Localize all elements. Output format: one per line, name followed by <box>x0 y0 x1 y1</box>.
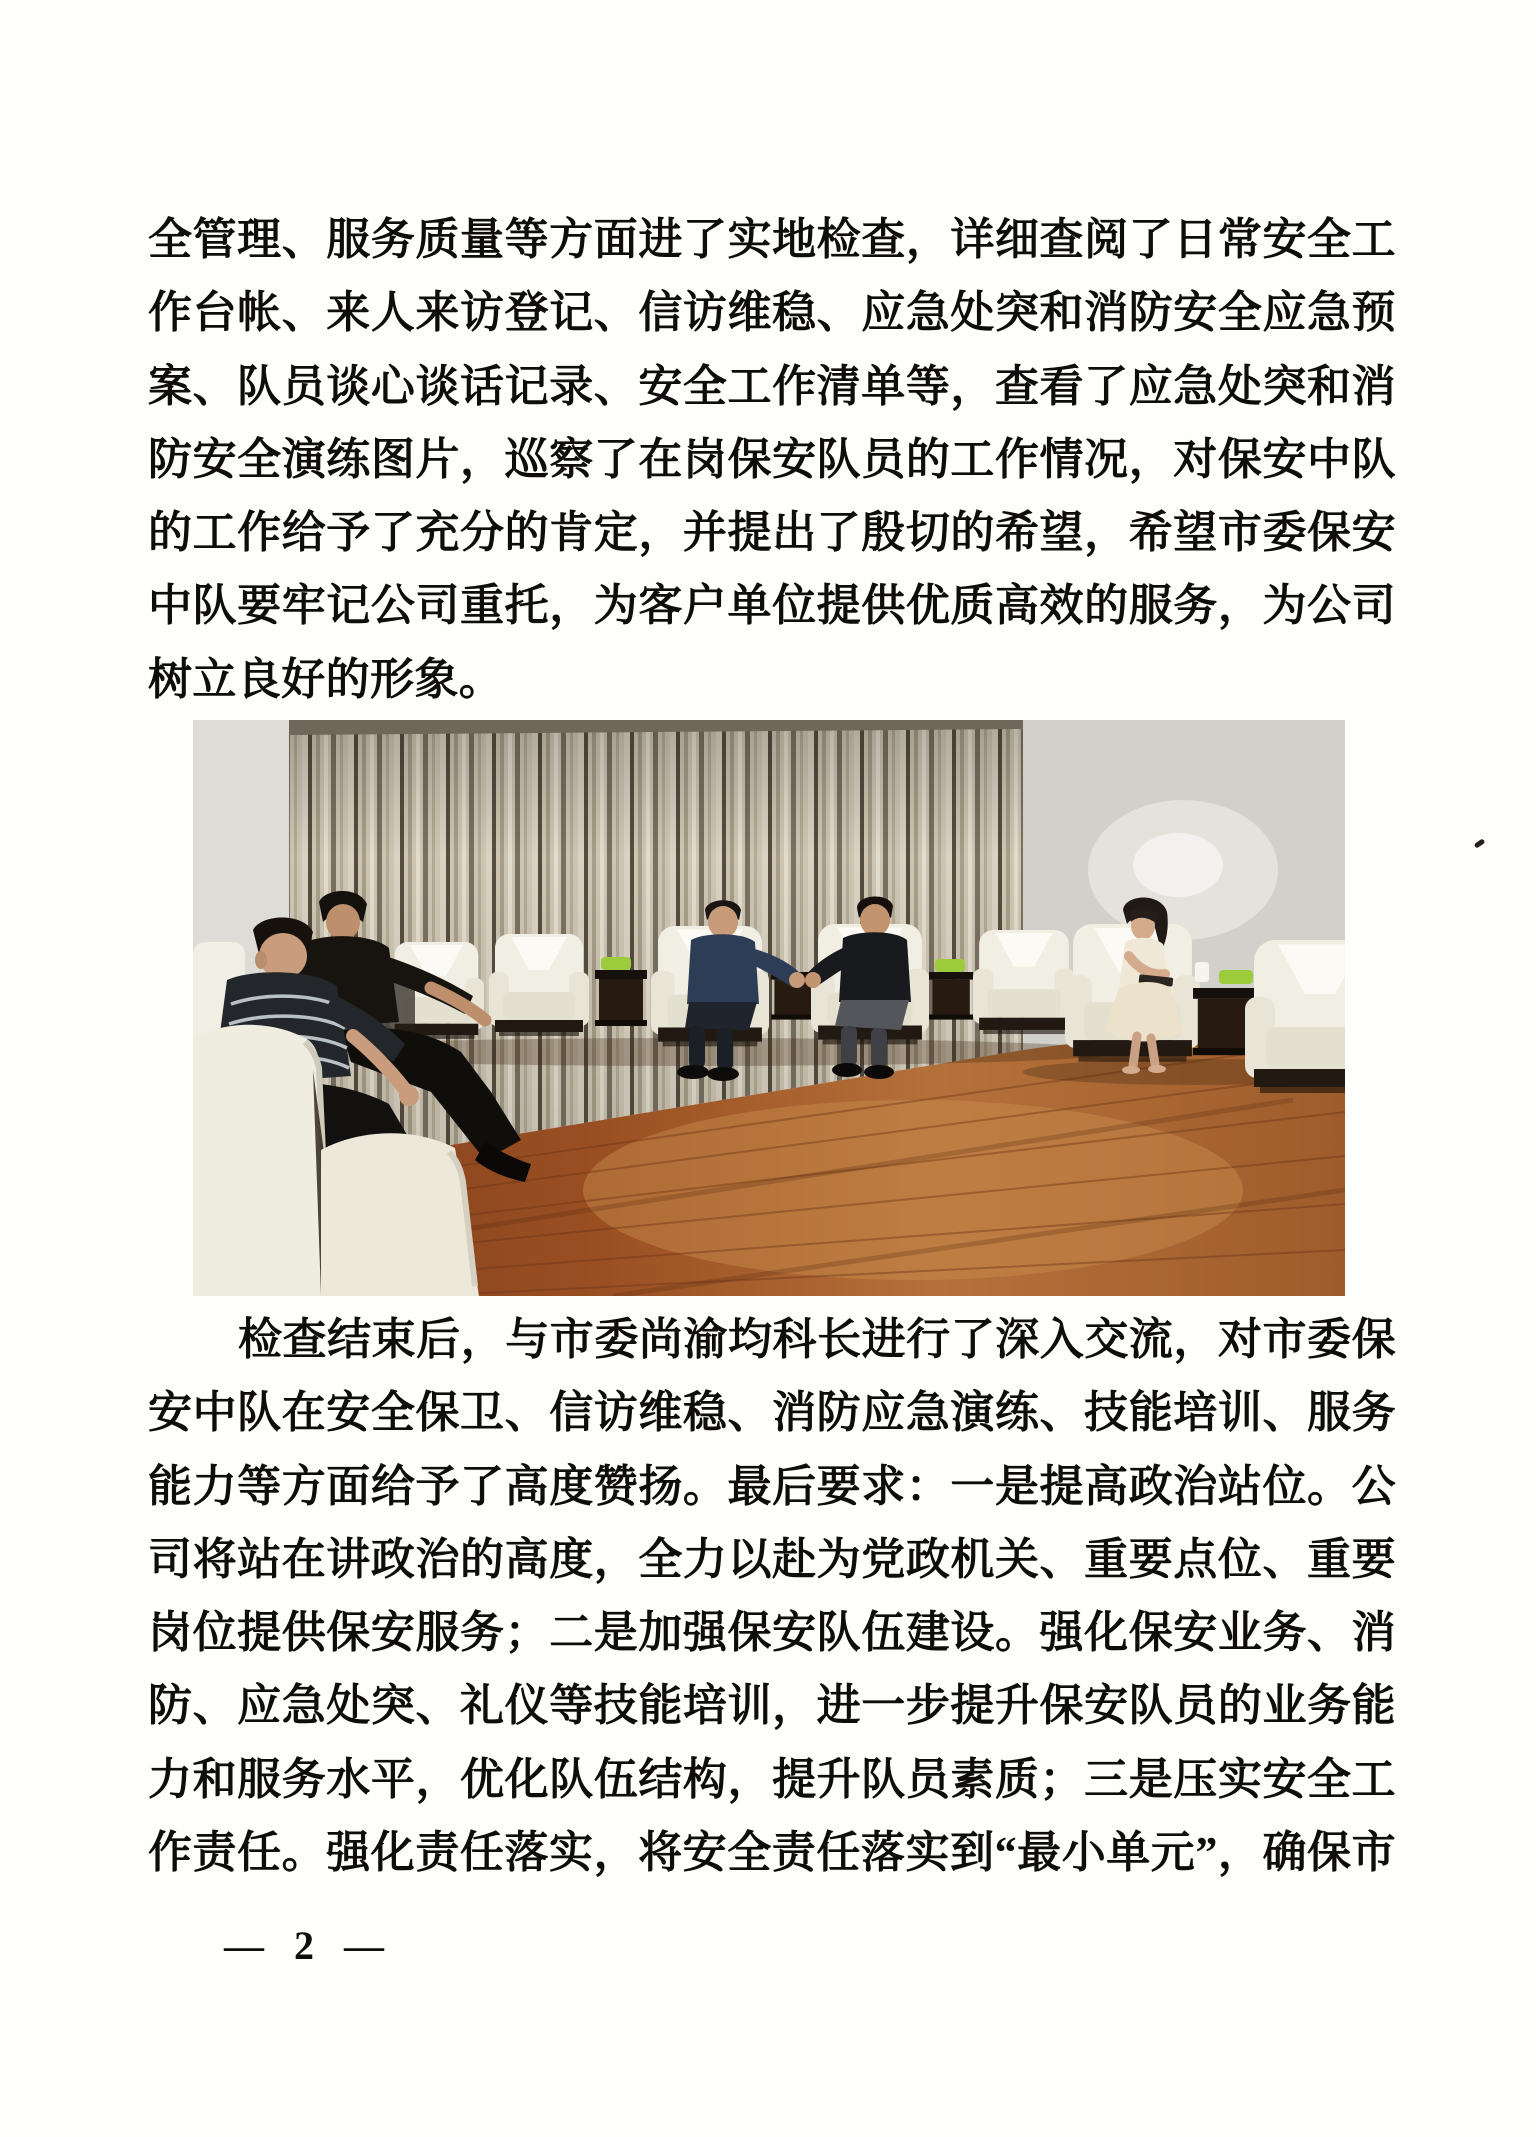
page-number: — 2 — <box>224 1923 386 1968</box>
ink-speck <box>1474 838 1486 848</box>
text-line: 检查结束后，与市委尚渝均科长进行了深入交流，对市委保 <box>238 1315 1396 1364</box>
text-line: 作责任。强化责任落实，将安全责任落实到“最小单元”，确保市 <box>148 1828 1396 1878</box>
paragraph-1 <box>148 203 1396 716</box>
text-line: 的工作给予了充分的肯定，并提出了殷切的希望，希望市委保安 <box>148 508 1396 558</box>
text-line: 防安全演练图片，巡察了在岗保安队员的工作情况，对保安中队 <box>148 434 1396 484</box>
meeting-room-photo <box>193 720 1345 1296</box>
text-line: 案、队员谈心谈话记录、安全工作清单等，查看了应急处突和消 <box>148 361 1396 411</box>
text-line: 安中队在安全保卫、信访维稳、消防应急演练、技能培训、服务 <box>148 1388 1396 1438</box>
text-line: 岗位提供保安服务；二是加强保安队伍建设。强化保安业务、消 <box>148 1608 1396 1658</box>
text-line: 防、应急处突、礼仪等技能培训，进一步提升保安队员的业务能 <box>148 1681 1396 1731</box>
text-line: 树立良好的形象。 <box>148 654 504 704</box>
text-line: 力和服务水平，优化队伍结构，提升队员素质；三是压实安全工 <box>148 1754 1396 1804</box>
text-line: 司将站在讲政治的高度，全力以赴为党政机关、重要点位、重要 <box>148 1534 1396 1584</box>
paragraph-2 <box>148 1303 1396 1889</box>
meeting-room-scene <box>193 720 1345 1296</box>
text-line: 中队要牢记公司重托，为客户单位提供优质高效的服务，为公司 <box>148 581 1396 631</box>
text-line: 作台帐、来人来访登记、信访维稳、应急处突和消防安全应急预 <box>148 288 1396 338</box>
text-line: 全管理、服务质量等方面进了实地检查，详细查阅了日常安全工 <box>148 215 1396 264</box>
text-line: 能力等方面给予了高度赞扬。最后要求：一是提高政治站位。公 <box>148 1461 1396 1511</box>
